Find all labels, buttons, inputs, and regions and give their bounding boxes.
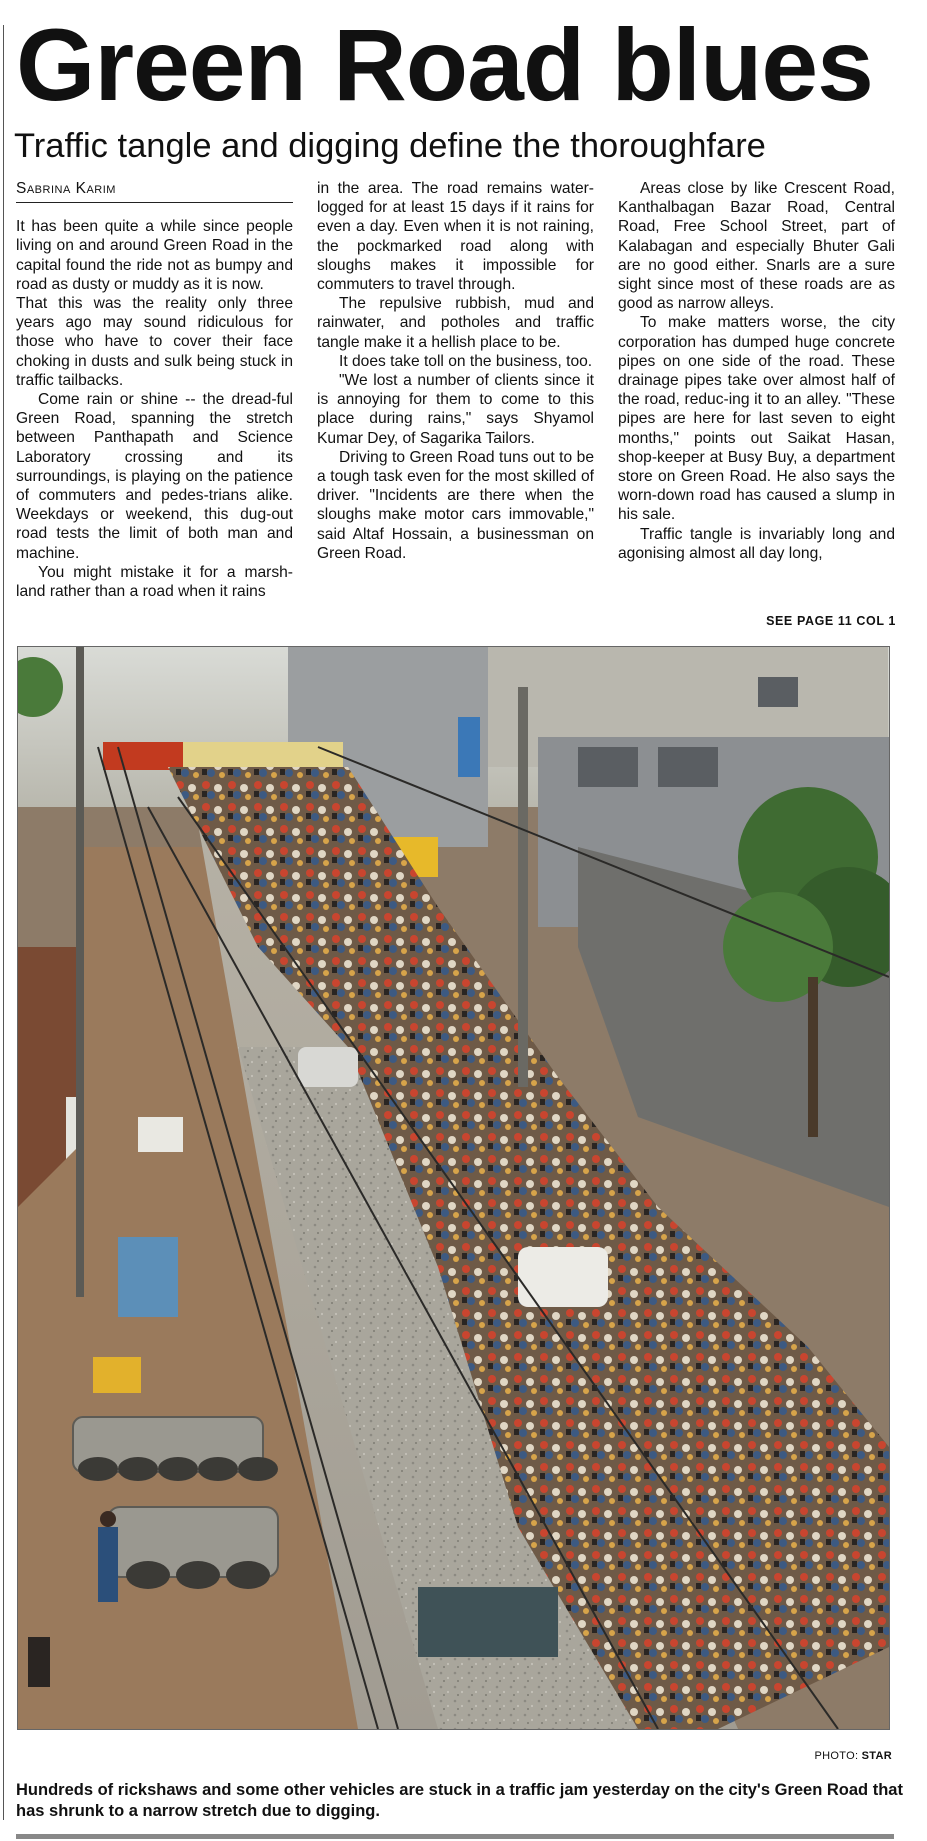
- column-1: [16, 179, 293, 634]
- paragraph: You might mistake it for a marsh-land rather than a road when it rains: [16, 563, 293, 601]
- photo-caption: Hundreds of rickshaws and some other vehicles are stuck in a traffic jam yesterday on the city's Green Road that has shrunk to a narrow stretch due to digging.: [16, 1781, 903, 1820]
- byline: [16, 179, 293, 203]
- subheadline: Traffic tangle and digging define the thoroughfare: [14, 127, 766, 165]
- paragraph: It does take toll on the business, too.: [339, 352, 593, 370]
- article-body: [16, 179, 896, 634]
- photo-credit: [815, 1750, 892, 1762]
- bottom-rule: [16, 1834, 894, 1839]
- paragraph: It has been quite a while since people living on and around Green Road in the capital found the ride not as bumpy and road as dusty or muddy as it is now.: [16, 218, 293, 293]
- page-left-rule: [3, 25, 4, 1820]
- paragraph: in the area. The road remains water-logged for at least 15 days if it rains for even a day. Even when it is not raining, the pockmarked road along with sloughs makes it impossible for commuters to travel through.: [317, 180, 594, 294]
- street-scene-illustration: [18, 647, 889, 1729]
- paragraph: Traffic tangle is invariably long and agonising almost all day long,: [618, 525, 895, 562]
- byline-first-name: Sabrina: [16, 180, 71, 197]
- photo-credit-label: PHOTO:: [814, 1750, 859, 1762]
- continuation-link[interactable]: SEE PAGE 11 COL 1: [766, 614, 896, 628]
- paragraph: Come rain or shine -- the dread-ful Green Road, spanning the stretch between Panthapath and Science Laboratory crossing and its surroundings, is playing on the patience of commuters and pedes-trians alike. Weekdays or weekend, this dug-out road tests the limit of both man and machine.: [16, 391, 293, 562]
- paragraph: That this was the reality only three years ago may sound ridiculous for those who have to cover their face choking in dusts and sulk being stuck in traffic tailbacks.: [16, 295, 293, 389]
- photo-credit-source: STAR: [861, 1750, 892, 1762]
- news-photo: [17, 646, 890, 1730]
- byline-last-name: Karim: [75, 180, 116, 197]
- column-2: [317, 179, 594, 634]
- column-3: [618, 179, 895, 634]
- paragraph: To make matters worse, the city corporation has dumped huge concrete pipes on one side of the road. These drainage pipes take over almost half of the road, reduc-ing it to an alley. "These pipes are here for last seven to eight months," points out Saikat Hasan, shop-keeper at Busy Buy, a department store on Green Road. He also says the worn-down road has caused a slump in his sale.: [618, 314, 895, 524]
- paragraph: Driving to Green Road tuns out to be a tough task even for the most skilled of driver. "Incidents are there when the sloughs make motor cars immovable," said Altaf Hossain, a businessman on Green Road.: [317, 448, 594, 562]
- paragraph: Areas close by like Crescent Road, Kanthalbagan Bazar Road, Central Road, Free School Street, part of Kalabagan and especially Bhuter Gali are no good either. Snarls are a sure sight since most of these roads are as good as narrow alleys.: [618, 180, 895, 313]
- paragraph: "We lost a number of clients since it is annoying for them to come to this place during rains," says Shyamol Kumar Dey, of Sagarika Tailors.: [317, 372, 594, 447]
- paragraph: The repulsive rubbish, mud and rainwater, and potholes and traffic tangle make it a hellish place to be.: [317, 295, 594, 351]
- headline: Green Road blues: [16, 8, 873, 122]
